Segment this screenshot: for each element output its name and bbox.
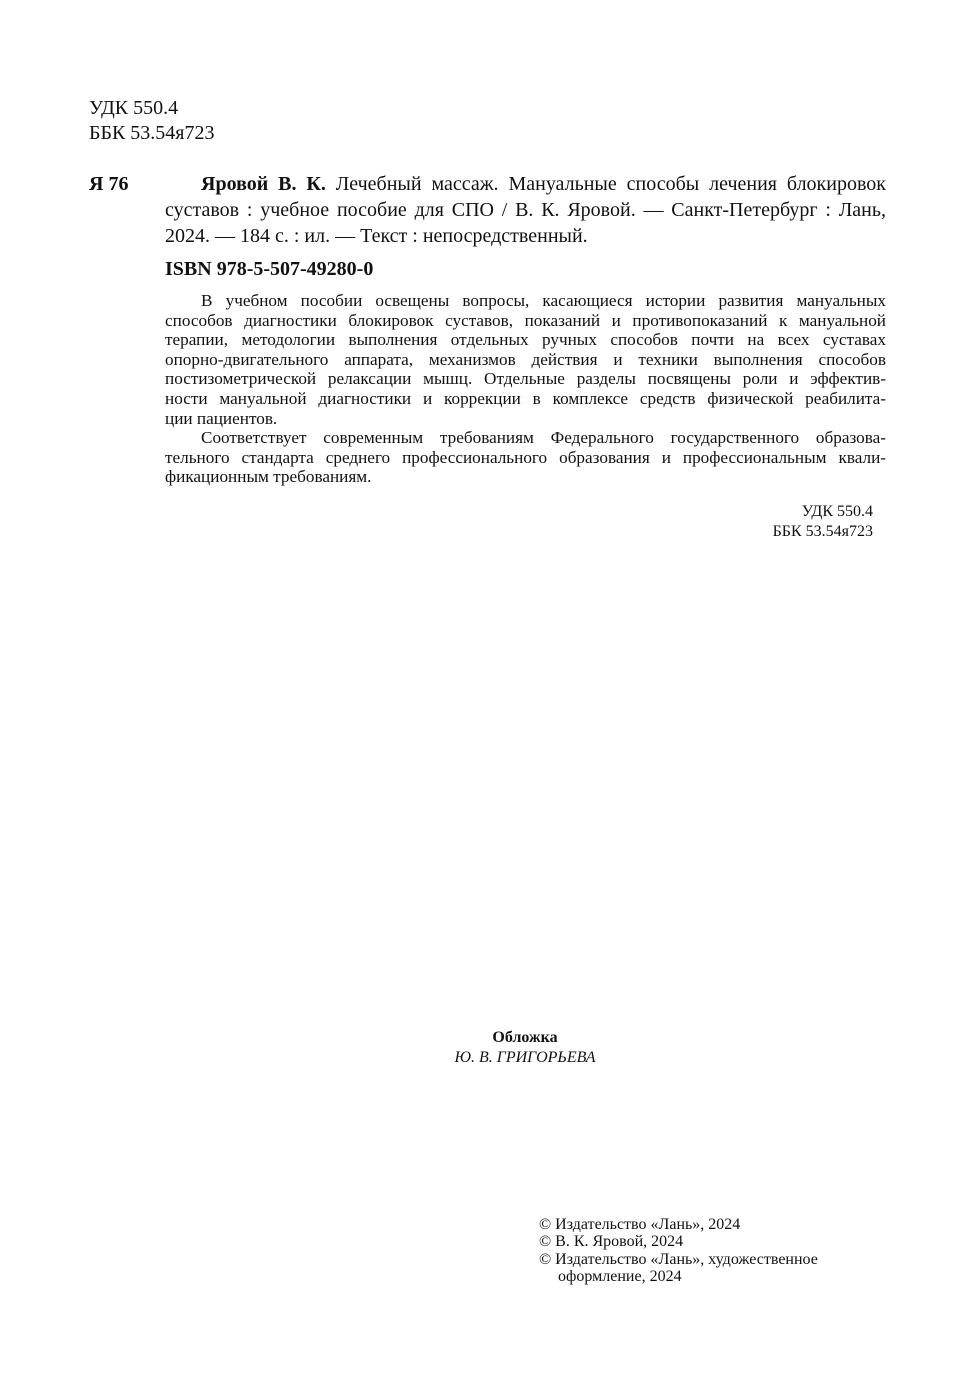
- biblio-line-1: [165, 171, 886, 197]
- bbk-code: ББК 53.54я723: [772, 523, 873, 540]
- annotation-paragraph-2: [165, 428, 886, 487]
- title-text: Лечебный массаж. Мануальные способы лечения блокировок: [325, 173, 886, 195]
- annotation-line: способов диагностики блокировок суставов, показаний и противопоказаний к мануальной: [165, 310, 886, 330]
- bbk-code: ББК 53.54я723: [89, 122, 215, 144]
- udk-code: УДК 550.4: [89, 97, 179, 119]
- annotation-line: Соответствует современным требованиям Федерального государственного образова-: [201, 428, 886, 448]
- annotation-line: постизометрической релаксации мышц. Отдельные разделы посвящены роли и эффектив-: [165, 369, 886, 389]
- cover-label: Обложка: [492, 1029, 558, 1046]
- annotation-line: тельного стандарта среднего профессионального образования и профессиональным квали-: [165, 447, 886, 467]
- udk-code: УДК 550.4: [801, 503, 873, 520]
- author-name: Яровой В. К.: [201, 173, 326, 195]
- footer-codes: [773, 502, 873, 542]
- annotation-line: ции пациентов.: [165, 408, 278, 428]
- bibliographic-record: [165, 171, 886, 249]
- isbn: ISBN 978-5-507-49280-0: [165, 258, 374, 280]
- copyright-line: оформление, 2024: [558, 1268, 682, 1286]
- copyright-line: © Издательство «Лань», 2024: [539, 1216, 741, 1233]
- author-mark: Я 76: [89, 173, 129, 195]
- copyright-line: © Издательство «Лань», художественное: [539, 1250, 818, 1268]
- copyright-line: © В. К. Яровой, 2024: [539, 1233, 684, 1251]
- annotation-line: ности мануальной диагностики и коррекции в комплексе средств физической реабилита-: [165, 388, 886, 408]
- biblio-line-3: 2024. — 184 с. : ил. — Текст : непосредственный.: [165, 225, 588, 247]
- annotation-line: В учебном пособии освещены вопросы, касающиеся истории развития мануальных: [201, 291, 886, 310]
- cover-designer: Ю. В. ГРИГОРЬЕВА: [454, 1049, 596, 1066]
- annotation-line: фикационным требованиям.: [165, 467, 372, 487]
- copyright-block: [539, 1216, 818, 1286]
- biblio-line-2: суставов : учебное пособие для СПО / В. К. Яровой. — Санкт-Петербург : Лань,: [165, 199, 886, 221]
- annotation-line: опорно-двигательного аппарата, механизмов действия и техники выполнения способов: [165, 349, 886, 369]
- annotation-line: терапии, методологии выполнения отдельных ручных способов почти на всех суставах: [165, 330, 886, 350]
- annotation-paragraph-1: [165, 291, 886, 428]
- cover-credit: [0, 1028, 976, 1068]
- header-codes: [89, 96, 215, 146]
- annotation: [165, 291, 886, 487]
